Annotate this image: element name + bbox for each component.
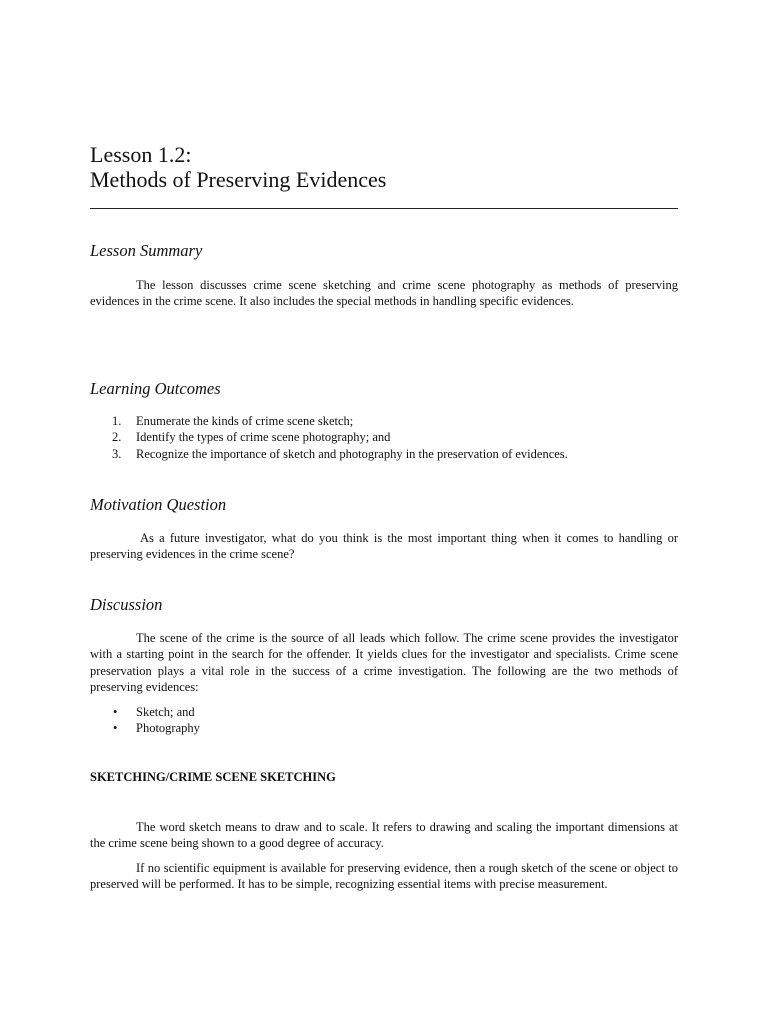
list-item-number: 3. bbox=[112, 446, 122, 461]
learning-outcomes-heading: Learning Outcomes bbox=[90, 379, 221, 398]
bullet-icon: • bbox=[113, 721, 118, 736]
lesson-number: Lesson 1.2: bbox=[90, 142, 192, 167]
list-item-text: Recognize the importance of sketch and photography in the preservation of evidences. bbox=[136, 446, 568, 461]
discussion-text: The scene of the crime is the source of all leads which follow. The crime scene provides the investigator with a starting point in the search for the offender. It yields clues for the investigator and specialists. Crime scene preservation plays a vital role in the success of a crime investigation. The following are the two methods of preserving evidences: bbox=[90, 631, 678, 695]
list-item bbox=[90, 704, 200, 720]
learning-outcomes-list bbox=[90, 413, 568, 462]
lesson-title: Methods of Preserving Evidences bbox=[90, 167, 387, 192]
motivation-question-text: As a future investigator, what do you think is the most important thing when it comes to handling or preserving evidences in the crime scene? bbox=[90, 531, 678, 562]
motivation-question-heading: Motivation Question bbox=[90, 495, 227, 514]
list-item bbox=[90, 413, 568, 429]
sketching-paragraph-2: If no scientific equipment is available for preserving evidence, then a rough sketch of the scene or object to preserved will be performed. It has to be simple, recognizing essential items with precise measurement. bbox=[90, 861, 678, 892]
title-divider bbox=[90, 208, 678, 209]
list-item bbox=[90, 446, 568, 462]
methods-list bbox=[90, 704, 200, 737]
list-item-number: 2. bbox=[112, 430, 122, 445]
list-item-text: Identify the types of crime scene photography; and bbox=[136, 430, 391, 445]
lesson-summary-heading: Lesson Summary bbox=[90, 241, 203, 260]
lesson-summary-text: The lesson discusses crime scene sketching and crime scene photography as methods of preserving evidences in the crime scene. It also includes the special methods in handling specific evidences. bbox=[90, 278, 678, 309]
list-item-text: Enumerate the kinds of crime scene sketch; bbox=[136, 414, 354, 428]
bullet-icon: • bbox=[113, 705, 118, 719]
sketching-paragraph-1: The word sketch means to draw and to scale. It refers to drawing and scaling the important dimensions at the crime scene being shown to a good degree of accuracy. bbox=[90, 820, 678, 851]
discussion-heading: Discussion bbox=[90, 595, 163, 614]
list-item-text: Photography bbox=[136, 721, 200, 736]
list-item bbox=[90, 429, 568, 445]
sketching-section-heading: SKETCHING/CRIME SCENE SKETCHING bbox=[90, 770, 336, 784]
list-item-text: Sketch; and bbox=[136, 705, 195, 719]
list-item bbox=[90, 720, 200, 736]
list-item-number: 1. bbox=[112, 414, 122, 428]
